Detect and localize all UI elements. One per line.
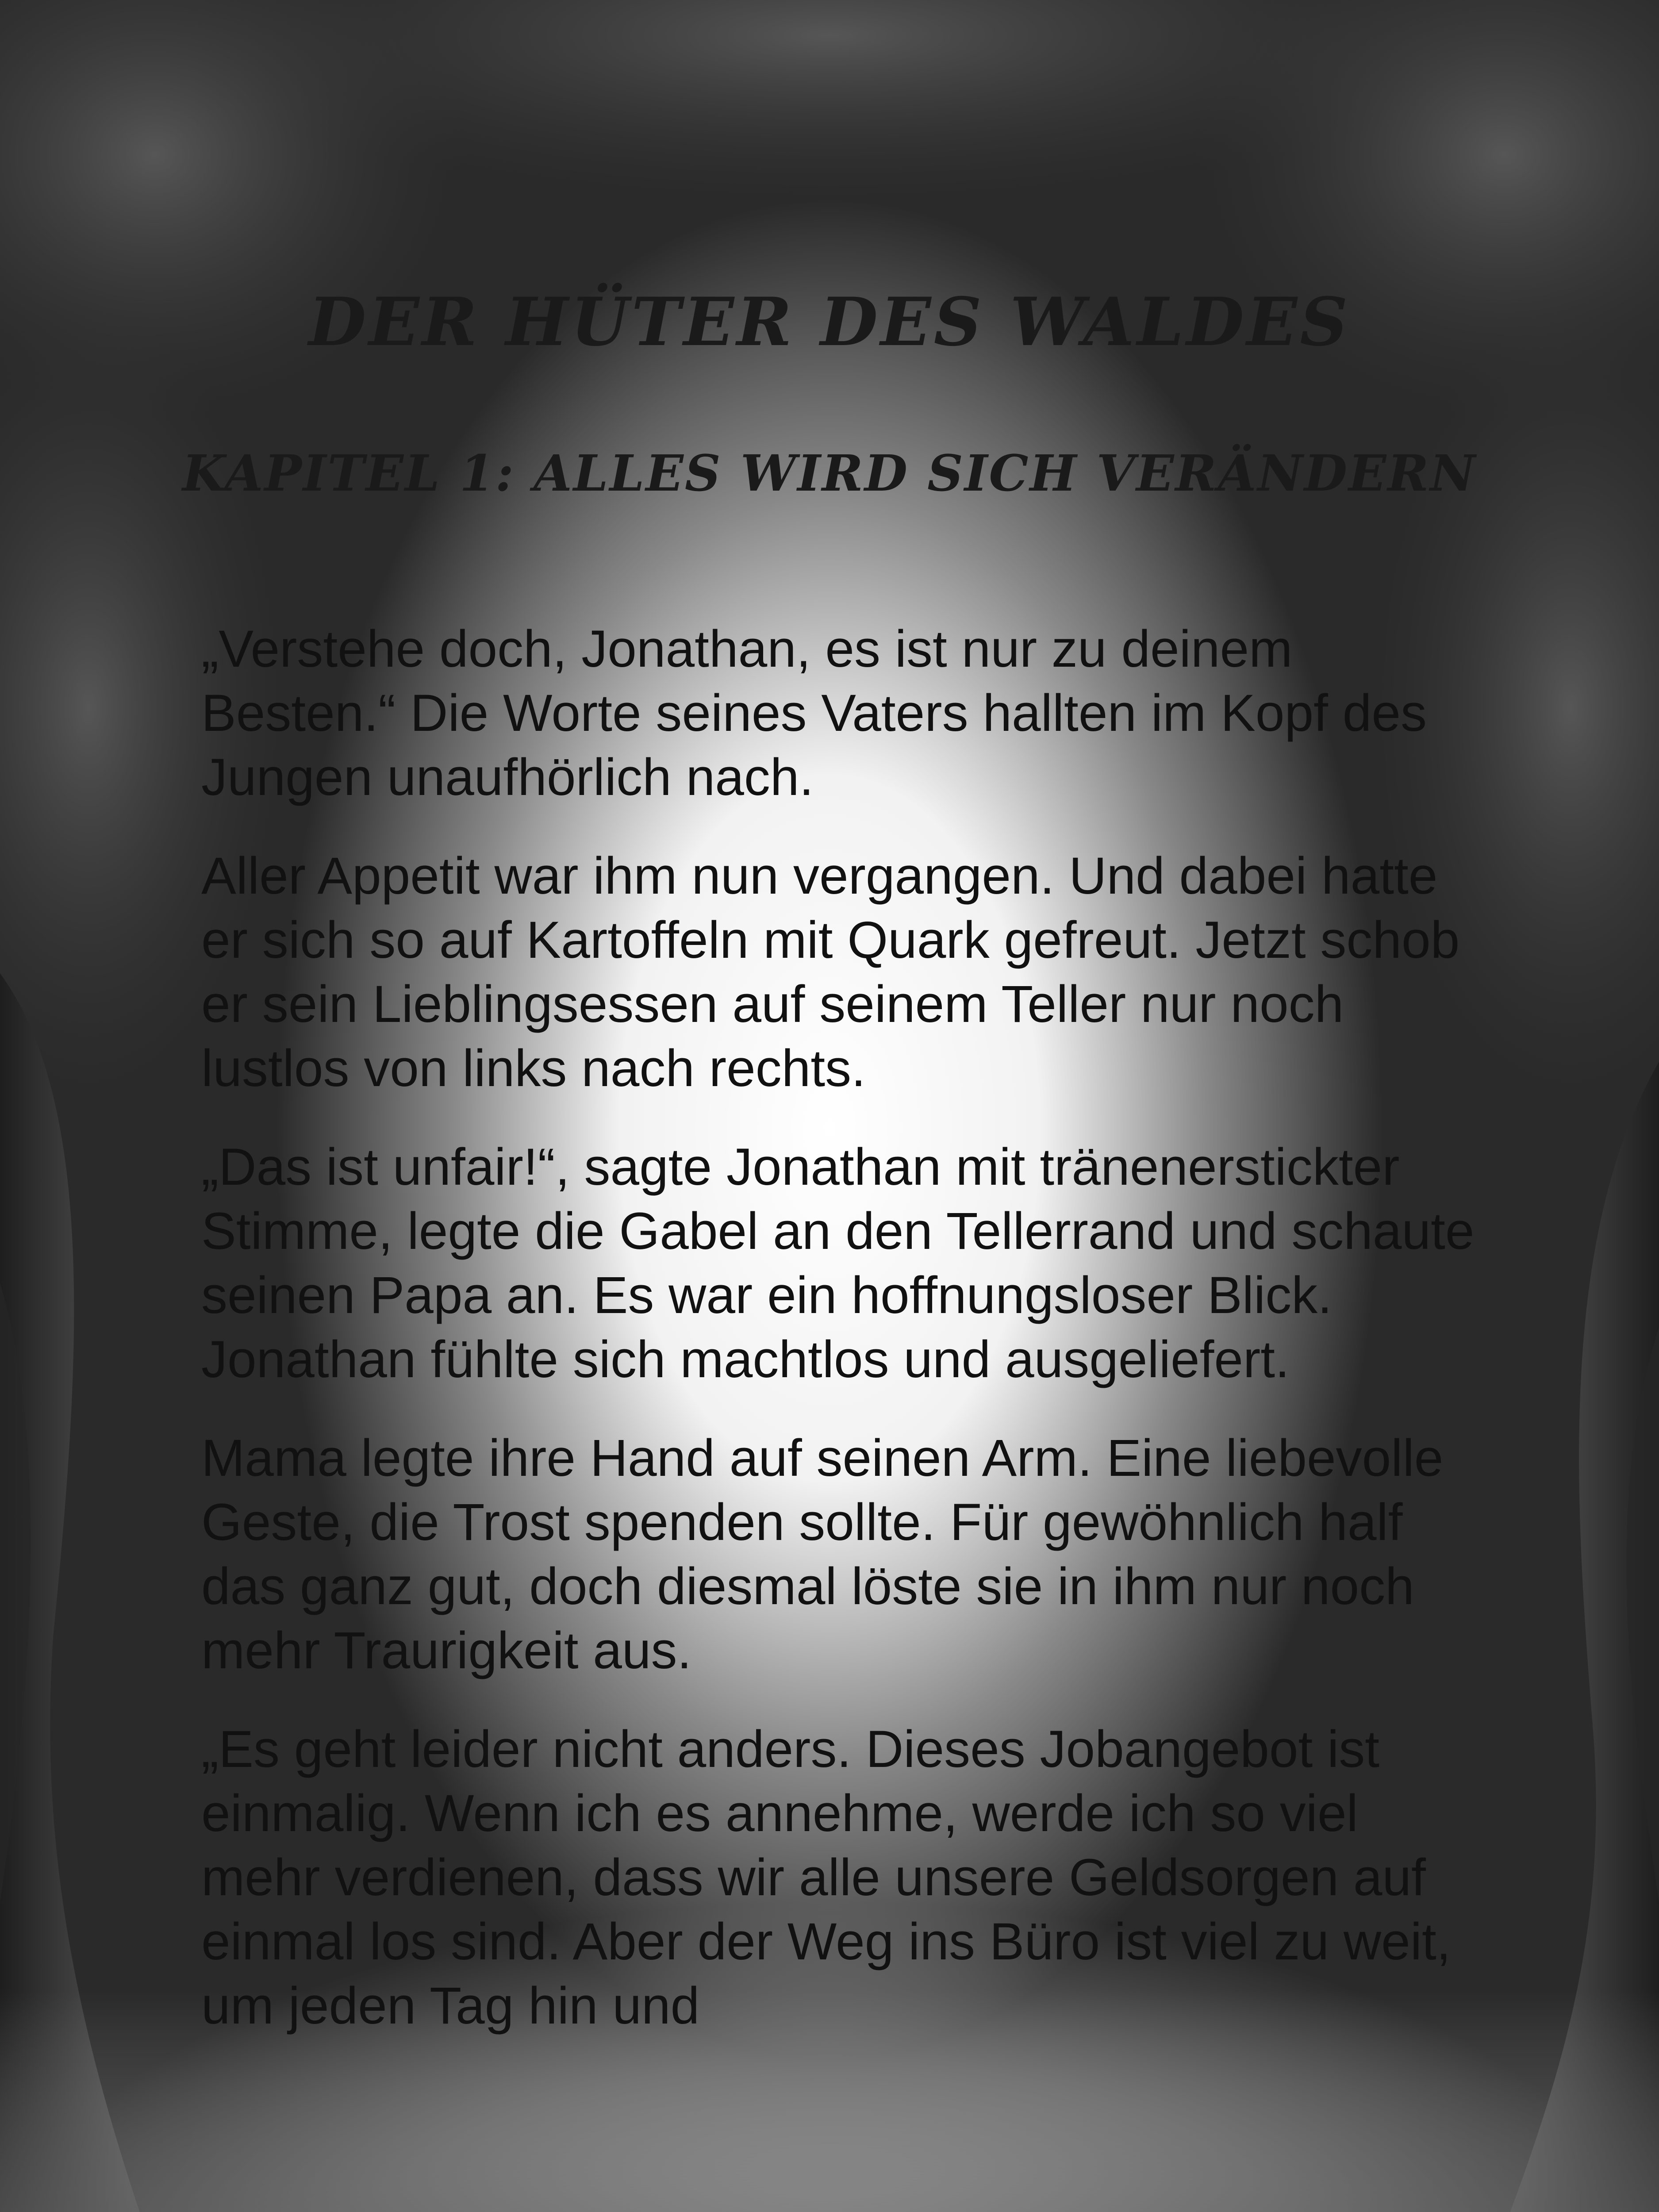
paragraph: „Verstehe doch, Jonathan, es ist nur zu deinem Besten.“ Die Worte seines Vaters hallten im Kopf des Jungen unaufhörlich nach. bbox=[201, 620, 1427, 806]
paragraph: Mama legte ihre Hand auf seinen Arm. Eine liebevolle Geste, die Trost spenden sollte. Für gewöhnlich half das ganz gut, doch diesmal löste sie in ihm nur noch mehr Traurigkeit aus. bbox=[201, 1429, 1444, 1680]
chapter-title: KAPITEL 1: ALLES WIRD SICH VERÄNDERN bbox=[182, 445, 1477, 503]
paragraph: Aller Appetit war ihm nun vergangen. Und dabei hatte er sich so auf Kartoffeln mit Quark gefreut. Jetzt schob er sein Lieblingsessen auf seinem Teller nur noch lustlos von links nach rechts. bbox=[201, 847, 1460, 1098]
chapter-body-text bbox=[201, 617, 1475, 2073]
book-title: DER HÜTER DES WALDES bbox=[308, 283, 1351, 361]
paragraph: „Das ist unfair!“, sagte Jonathan mit tränenerstickter Stimme, legte die Gabel an den Tellerrand und schaute seinen Papa an. Es war ein hoffnungsloser Blick. Jonathan fühlte sich machtlos und ausgeliefert. bbox=[201, 1138, 1475, 1389]
paragraph: „Es geht leider nicht anders. Dieses Jobangebot ist einmalig. Wenn ich es annehme, werde ich so viel mehr verdienen, dass wir alle unsere Geldsorgen auf einmal los sind. Aber der Weg ins Büro ist viel zu weit, um jeden Tag hin und bbox=[201, 1720, 1451, 2035]
